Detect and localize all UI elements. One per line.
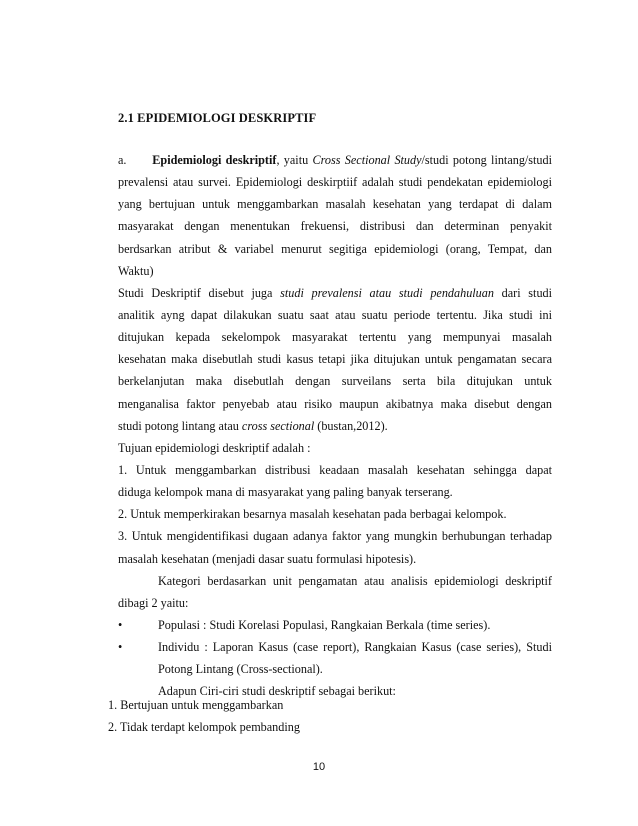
kategori-bullet-1 <box>118 614 552 636</box>
kategori-line-2: dibagi 2 yaitu: <box>118 595 189 610</box>
item-label: a. <box>118 153 127 167</box>
para-a-line-3: yang bertujuan untuk menggambarkan masalah kesehatan yang terdapat di dalam <box>118 197 552 212</box>
para-b-line-1 <box>118 282 552 304</box>
para-a-line-1 <box>118 149 552 171</box>
page-number: 10 <box>312 761 326 773</box>
para-b-line-3: ditujukan kepada sekelompok masyarakat tertentu yang mempunyai masalah <box>118 330 552 345</box>
bullet-icon: • <box>118 617 123 632</box>
tujuan-title: Tujuan epidemiologi deskriptif adalah : <box>118 440 311 455</box>
term-bold: Epidemiologi deskriptif <box>152 153 277 167</box>
tujuan-item-1-line-2: diduga kelompok mana di masyarakat yang paling banyak terserang. <box>118 485 453 500</box>
bullet-icon: • <box>118 640 123 655</box>
kategori-bullet-2 <box>118 636 552 658</box>
ciri-item-1: 1. Bertujuan untuk menggambarkan <box>108 698 284 712</box>
tujuan-item-3-line-1: 3. Untuk mengidentifikasi dugaan adanya faktor yang mungkin berhubungan terhadap <box>118 529 552 544</box>
text-span: /studi potong lintang/studi <box>421 153 552 167</box>
para-b-line-7 <box>118 415 552 437</box>
body-text <box>118 149 552 703</box>
para-b-line-2: analitik ayng dapat dilakukan suatu saat atau suatu periode tertentu. Jika studi ini <box>118 307 552 322</box>
text-span: , yaitu <box>276 153 313 167</box>
text-span: (bustan,2012). <box>314 418 388 433</box>
para-a-line-2: prevalensi atau survei. Epidemiologi deskirptiif adalah studi pendekatan epidemiologi <box>118 175 552 190</box>
para-a-line-4: masyarakat dengan menentukan frekuensi, distribusi dan determinan penyakit <box>118 219 552 234</box>
para-b-line-4: kesehatan maka disebutlah studi kasus tetapi jika ditujukan untuk pengamatan secara <box>118 352 552 367</box>
ciri-intro: Adapun Ciri-ciri studi deskriptif sebagai berikut: <box>158 684 396 699</box>
text-span: Studi Deskriptif disebut juga <box>118 285 281 300</box>
kategori-line-1: Kategori berdasarkan unit pengamatan atau analisis epidemiologi deskriptif <box>158 573 552 588</box>
italic-term: Cross Sectional Study <box>312 153 422 167</box>
para-b-line-6: menganalisa faktor penyebab atau risiko maupun akibatnya maka disebut dengan <box>118 396 552 411</box>
tujuan-item-1-line-1: 1. Untuk menggambarkan distribusi keadaan masalah kesehatan sehingga dapat <box>118 462 552 477</box>
para-a-line-6: Waktu) <box>118 263 154 278</box>
italic-term: studi prevalensi atau studi pendahuluan <box>280 285 494 300</box>
section-heading: 2.1 EPIDEMIOLOGI DESKRIPTIF <box>118 111 317 125</box>
italic-term: cross sectional <box>241 418 315 433</box>
text-span: dari studi <box>493 285 552 300</box>
ciri-item-2: 2. Tidak terdapt kelompok pembanding <box>108 720 300 734</box>
para-a-line-5: berdsarkan atribut & variabel menurut segitiga epidemiologi (orang, Tempat, dan <box>118 241 552 256</box>
para-b-line-5: berkelanjutan maka disebutlah dengan surveilans serta bila ditujukan untuk <box>118 374 552 389</box>
text-span: studi potong lintang atau <box>118 418 242 433</box>
bullet-text: Populasi : Studi Korelasi Populasi, Rangkaian Berkala (time series). <box>158 617 491 632</box>
kategori-bullet-2-cont: Potong Lintang (Cross-sectional). <box>158 662 323 677</box>
bullet-text: Individu : Laporan Kasus (case report), Rangkaian Kasus (case series), Studi <box>158 640 552 655</box>
tujuan-item-3-line-2: masalah kesehatan (menjadi dasar suatu formulasi hipotesis). <box>118 551 417 566</box>
tujuan-item-2: 2. Untuk memperkirakan besarnya masalah kesehatan pada berbagai kelompok. <box>118 507 507 522</box>
